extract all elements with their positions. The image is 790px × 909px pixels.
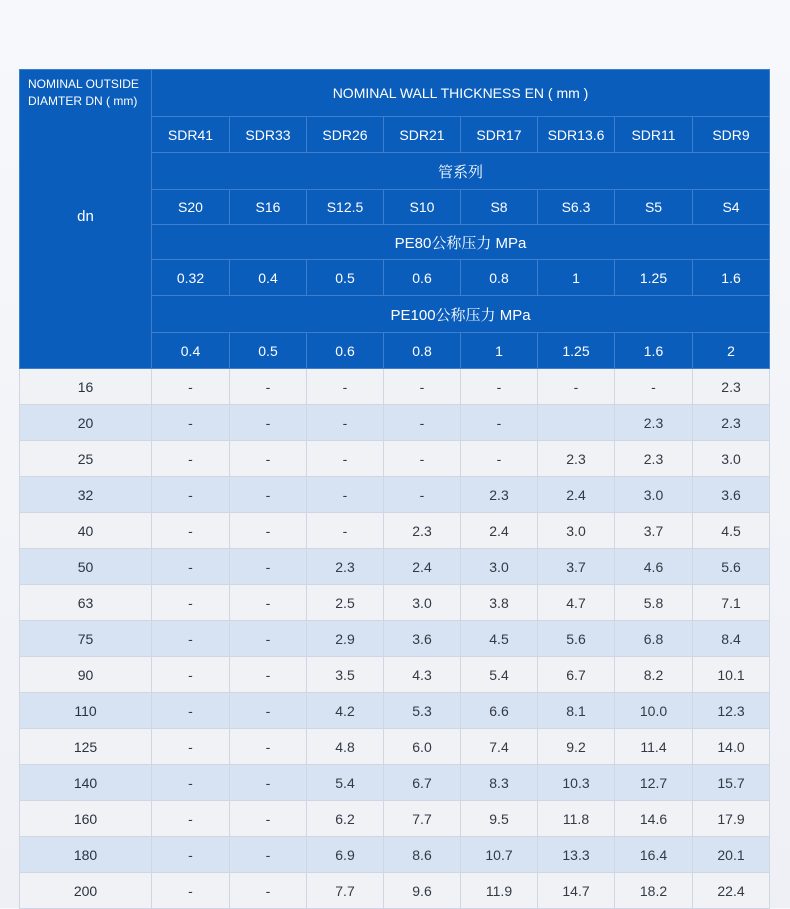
thickness-cell: 12.7 — [615, 765, 693, 801]
thickness-cell: - — [152, 405, 230, 441]
thickness-cell: - — [230, 513, 307, 549]
thickness-cell: 15.7 — [693, 765, 770, 801]
thickness-cell: 5.3 — [384, 693, 461, 729]
thickness-cell: 2.4 — [538, 477, 615, 513]
table-row — [20, 657, 770, 693]
thickness-cell: 17.9 — [693, 801, 770, 837]
thickness-cell: - — [615, 369, 693, 405]
table-row — [20, 621, 770, 657]
thickness-cell: - — [152, 729, 230, 765]
thickness-cell: 2.9 — [307, 621, 384, 657]
thickness-cell: 2.3 — [693, 369, 770, 405]
thickness-cell: - — [152, 513, 230, 549]
sdr-cell: SDR33 — [230, 117, 307, 153]
table-row — [20, 369, 770, 405]
series-cell: S6.3 — [538, 190, 615, 225]
thickness-cell: - — [152, 441, 230, 477]
dn-cell: 180 — [20, 837, 152, 873]
thickness-cell: 10.1 — [693, 657, 770, 693]
thickness-cell: 3.0 — [538, 513, 615, 549]
thickness-cell: - — [230, 729, 307, 765]
thickness-cell: - — [307, 477, 384, 513]
thickness-cell: 3.6 — [384, 621, 461, 657]
sdr-cell: SDR21 — [384, 117, 461, 153]
thickness-cell: 14.6 — [615, 801, 693, 837]
pe80-cell: 0.5 — [307, 260, 384, 296]
sdr-cell: SDR17 — [461, 117, 538, 153]
dn-cell: 40 — [20, 513, 152, 549]
thickness-cell: - — [307, 369, 384, 405]
thickness-cell: 3.0 — [384, 585, 461, 621]
dn-cell: 63 — [20, 585, 152, 621]
thickness-cell: - — [152, 657, 230, 693]
pe100-cell: 0.6 — [307, 333, 384, 369]
thickness-cell: - — [230, 405, 307, 441]
thickness-cell: 22.4 — [693, 873, 770, 909]
thickness-cell: 7.4 — [461, 729, 538, 765]
table-row — [20, 585, 770, 621]
pe100-cell: 0.4 — [152, 333, 230, 369]
thickness-cell: 2.4 — [461, 513, 538, 549]
thickness-cell: 5.4 — [461, 657, 538, 693]
thickness-cell: - — [384, 441, 461, 477]
thickness-cell: 6.6 — [461, 693, 538, 729]
thickness-cell: 2.4 — [384, 549, 461, 585]
thickness-cell: 7.1 — [693, 585, 770, 621]
thickness-cell: - — [538, 369, 615, 405]
pipe-spec-table-container — [19, 69, 769, 909]
thickness-cell: 4.5 — [693, 513, 770, 549]
thickness-cell: 7.7 — [384, 801, 461, 837]
thickness-cell: 9.2 — [538, 729, 615, 765]
thickness-cell: - — [230, 441, 307, 477]
dn-cell: 200 — [20, 873, 152, 909]
thickness-cell: - — [152, 801, 230, 837]
thickness-cell: 2.3 — [615, 441, 693, 477]
dn-cell: 16 — [20, 369, 152, 405]
pe80-cell: 0.32 — [152, 260, 230, 296]
thickness-cell: 6.0 — [384, 729, 461, 765]
thickness-cell: 2.3 — [461, 477, 538, 513]
table-row — [20, 405, 770, 441]
table-row — [20, 693, 770, 729]
series-cell: S12.5 — [307, 190, 384, 225]
thickness-cell: - — [152, 765, 230, 801]
thickness-cell: 2.3 — [693, 405, 770, 441]
sdr-cell: SDR9 — [693, 117, 770, 153]
corner-label: NOMINAL OUTSIDE DIAMTER DN ( mm) — [28, 77, 139, 108]
thickness-cell: 8.1 — [538, 693, 615, 729]
dn-symbol: dn — [77, 208, 94, 225]
pe80-cell: 0.4 — [230, 260, 307, 296]
thickness-cell: 14.7 — [538, 873, 615, 909]
thickness-cell: - — [152, 621, 230, 657]
thickness-cell: 11.9 — [461, 873, 538, 909]
thickness-cell: 16.4 — [615, 837, 693, 873]
pe80-cell: 1.25 — [615, 260, 693, 296]
thickness-cell: 2.3 — [384, 513, 461, 549]
thickness-cell: 4.6 — [615, 549, 693, 585]
table-row — [20, 837, 770, 873]
thickness-cell: 10.0 — [615, 693, 693, 729]
corner-header — [20, 70, 152, 369]
thickness-cell: 3.7 — [615, 513, 693, 549]
table-row — [20, 801, 770, 837]
series-cell: S4 — [693, 190, 770, 225]
thickness-cell: - — [461, 369, 538, 405]
table-row — [20, 549, 770, 585]
dn-cell: 110 — [20, 693, 152, 729]
thickness-cell: 2.5 — [307, 585, 384, 621]
thickness-cell: 12.3 — [693, 693, 770, 729]
series-cell: S10 — [384, 190, 461, 225]
thickness-cell: 18.2 — [615, 873, 693, 909]
thickness-cell: 5.6 — [538, 621, 615, 657]
thickness-cell: - — [230, 369, 307, 405]
thickness-cell: 3.5 — [307, 657, 384, 693]
thickness-cell: - — [230, 477, 307, 513]
thickness-cell: 2.3 — [307, 549, 384, 585]
thickness-cell: - — [384, 405, 461, 441]
thickness-cell: - — [230, 621, 307, 657]
pe100-cell: 1 — [461, 333, 538, 369]
thickness-cell: - — [152, 549, 230, 585]
pe100-cell: 1.6 — [615, 333, 693, 369]
thickness-cell: 14.0 — [693, 729, 770, 765]
table-body — [20, 369, 770, 909]
table-header — [20, 70, 770, 369]
pe100-cell: 0.8 — [384, 333, 461, 369]
table-row — [20, 765, 770, 801]
pe80-cell: 0.6 — [384, 260, 461, 296]
series-cell: S16 — [230, 190, 307, 225]
table-row — [20, 729, 770, 765]
thickness-cell: - — [230, 873, 307, 909]
pe100-label: PE100公称压力 MPa — [152, 296, 770, 333]
thickness-cell: - — [152, 837, 230, 873]
thickness-cell: - — [230, 837, 307, 873]
thickness-cell: - — [152, 369, 230, 405]
pipe-spec-table — [19, 69, 770, 909]
thickness-cell: - — [307, 405, 384, 441]
thickness-cell: - — [230, 693, 307, 729]
thickness-cell: - — [152, 585, 230, 621]
thickness-cell: 4.5 — [461, 621, 538, 657]
thickness-cell: 11.4 — [615, 729, 693, 765]
thickness-cell: 8.3 — [461, 765, 538, 801]
thickness-cell: - — [384, 477, 461, 513]
pe100-cell: 0.5 — [230, 333, 307, 369]
wall-thickness-title: NOMINAL WALL THICKNESS EN ( mm ) — [152, 70, 770, 117]
pe80-label: PE80公称压力 MPa — [152, 225, 770, 260]
table-row — [20, 477, 770, 513]
dn-cell: 20 — [20, 405, 152, 441]
thickness-cell: - — [307, 441, 384, 477]
thickness-cell: 5.4 — [307, 765, 384, 801]
table-row — [20, 513, 770, 549]
thickness-cell: 2.3 — [538, 441, 615, 477]
dn-cell: 75 — [20, 621, 152, 657]
thickness-cell: 6.7 — [384, 765, 461, 801]
sdr-cell: SDR11 — [615, 117, 693, 153]
thickness-cell: 8.2 — [615, 657, 693, 693]
series-cell: S8 — [461, 190, 538, 225]
series-label: 管系列 — [152, 153, 770, 190]
thickness-cell: 9.6 — [384, 873, 461, 909]
thickness-cell: - — [230, 549, 307, 585]
thickness-cell: - — [152, 693, 230, 729]
thickness-cell: 6.8 — [615, 621, 693, 657]
thickness-cell: - — [230, 801, 307, 837]
thickness-cell: 8.4 — [693, 621, 770, 657]
sdr-cell: SDR13.6 — [538, 117, 615, 153]
thickness-cell: 5.8 — [615, 585, 693, 621]
thickness-cell: - — [230, 585, 307, 621]
thickness-cell: 10.7 — [461, 837, 538, 873]
thickness-cell — [538, 405, 615, 441]
thickness-cell: 3.0 — [461, 549, 538, 585]
thickness-cell: 6.7 — [538, 657, 615, 693]
pe80-cell: 1 — [538, 260, 615, 296]
thickness-cell: 6.9 — [307, 837, 384, 873]
thickness-cell: 3.6 — [693, 477, 770, 513]
thickness-cell: 4.8 — [307, 729, 384, 765]
dn-cell: 32 — [20, 477, 152, 513]
thickness-cell: 7.7 — [307, 873, 384, 909]
thickness-cell: 20.1 — [693, 837, 770, 873]
pe80-cell: 1.6 — [693, 260, 770, 296]
thickness-cell: 4.7 — [538, 585, 615, 621]
thickness-cell: 9.5 — [461, 801, 538, 837]
series-cell: S5 — [615, 190, 693, 225]
dn-cell: 90 — [20, 657, 152, 693]
thickness-cell: 11.8 — [538, 801, 615, 837]
thickness-cell: 3.8 — [461, 585, 538, 621]
thickness-cell: - — [230, 765, 307, 801]
dn-cell: 160 — [20, 801, 152, 837]
thickness-cell: 6.2 — [307, 801, 384, 837]
thickness-cell: - — [307, 513, 384, 549]
thickness-cell: - — [461, 405, 538, 441]
thickness-cell: 3.0 — [693, 441, 770, 477]
dn-cell: 140 — [20, 765, 152, 801]
dn-cell: 50 — [20, 549, 152, 585]
thickness-cell: - — [384, 369, 461, 405]
series-cell: S20 — [152, 190, 230, 225]
thickness-cell: 13.3 — [538, 837, 615, 873]
pe100-cell: 1.25 — [538, 333, 615, 369]
thickness-cell: 2.3 — [615, 405, 693, 441]
pe100-cell: 2 — [693, 333, 770, 369]
thickness-cell: 3.0 — [615, 477, 693, 513]
thickness-cell: 4.2 — [307, 693, 384, 729]
thickness-cell: 10.3 — [538, 765, 615, 801]
table-row — [20, 441, 770, 477]
thickness-cell: - — [461, 441, 538, 477]
table-row — [20, 873, 770, 909]
sdr-cell: SDR41 — [152, 117, 230, 153]
thickness-cell: 8.6 — [384, 837, 461, 873]
thickness-cell: 3.7 — [538, 549, 615, 585]
thickness-cell: 4.3 — [384, 657, 461, 693]
thickness-cell: - — [152, 477, 230, 513]
thickness-cell: 5.6 — [693, 549, 770, 585]
thickness-cell: - — [152, 873, 230, 909]
dn-cell: 25 — [20, 441, 152, 477]
thickness-cell: - — [230, 657, 307, 693]
pe80-cell: 0.8 — [461, 260, 538, 296]
sdr-cell: SDR26 — [307, 117, 384, 153]
dn-cell: 125 — [20, 729, 152, 765]
